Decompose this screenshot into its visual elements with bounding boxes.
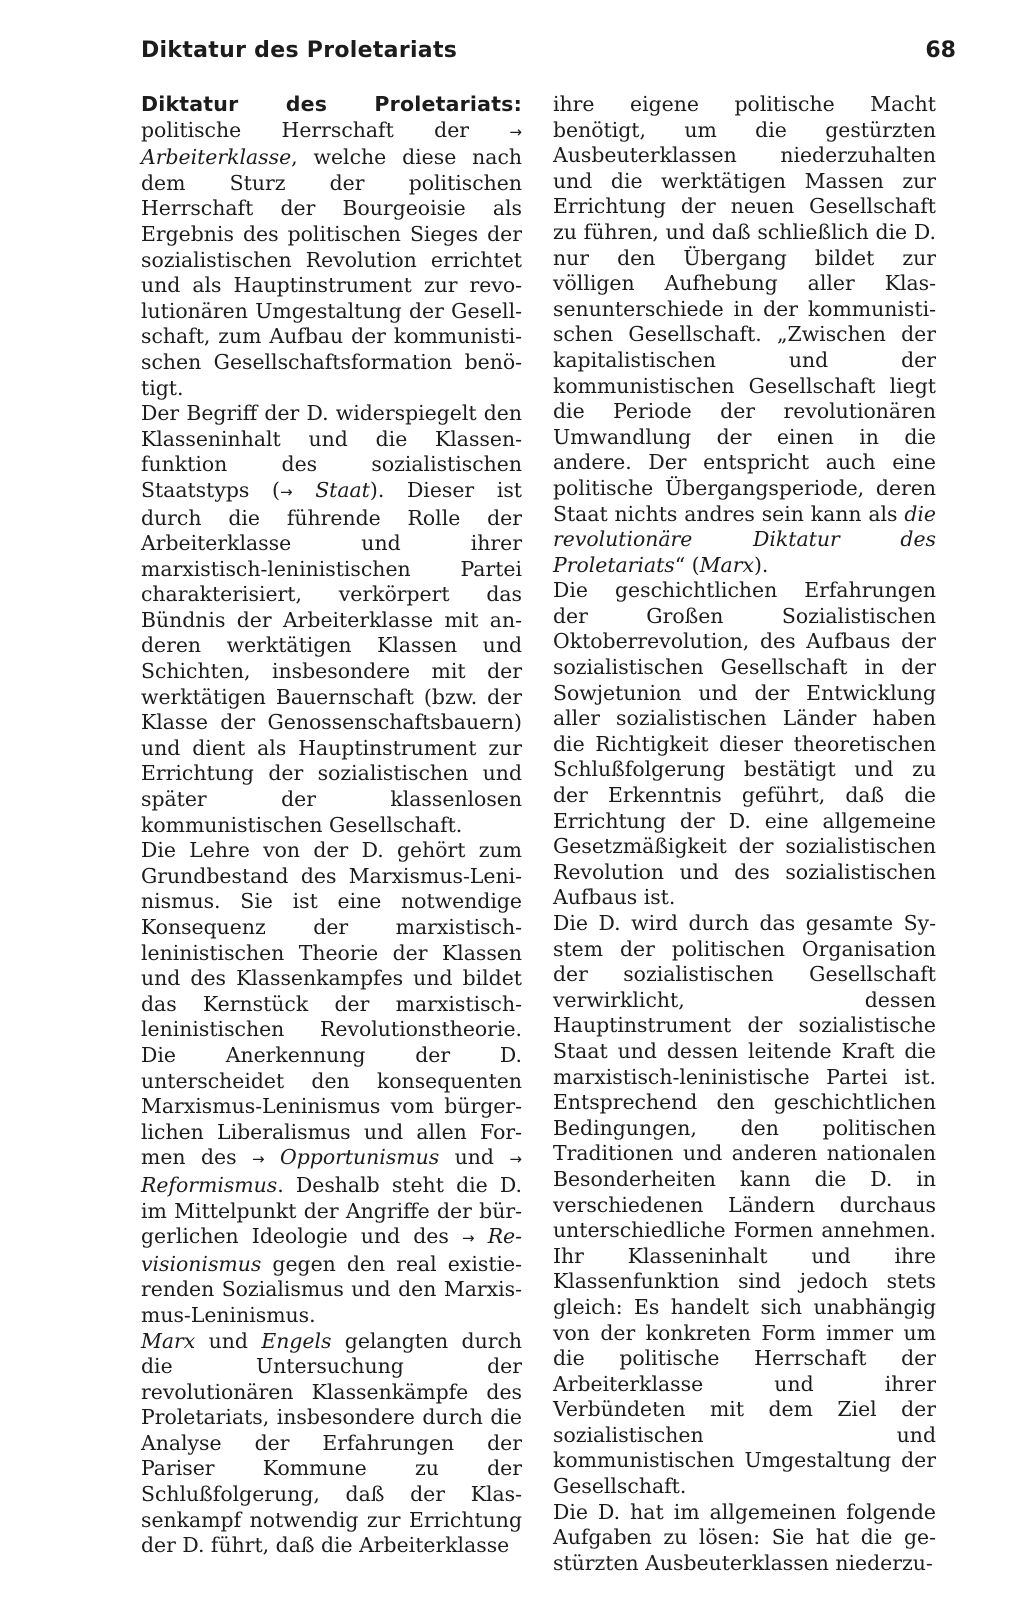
right-column (553, 92, 936, 1576)
left-column (141, 92, 522, 1559)
arrow-right-icon: → (509, 122, 522, 141)
cross-reference-staat[interactable]: → Staat (279, 477, 370, 502)
cross-reference-reformismus[interactable]: → Reformismus (141, 1150, 522, 1197)
arrow-right-icon: → (251, 1150, 265, 1169)
running-title: Diktatur des Proletariats (141, 38, 458, 63)
entry-definition-paragraph: Diktatur des Proletariats: politische Herrschaft der → Arbeiterklasse, welche diese nach dem Sturz der politischen Herrschaft der Bourgeoisie als Ergebnis des politischen Sieges der sozialistischen Revolution errichtet und als Hauptinstrument zur revolutionären Umgestaltung der Gesellschaft, zum Aufbau der kommunistischen Gesellschaftsformation benötigt. (141, 92, 522, 400)
arrow-right-icon: → (461, 1229, 475, 1248)
quotation-italic: die revolutionäre Diktatur des Proletariats (553, 501, 936, 577)
cross-reference-opportunismus[interactable]: → Opportunismus (251, 1145, 440, 1170)
paragraph: Die geschichtlichen Erfahrungen der Großen Sozialistischen Oktoberrevolution, des Aufbaus der sozialistischen Gesellschaft in der Sowjetunion und der Entwicklung aller sozialistischen Länder haben die Richtigkeit dieser theoretischen Schlußfolgerung bestätigt und zu der Erkenntnis geführt, daß die Errichtung der D. eine allgemeine Gesetzmäßigkeit der sozialistischen Revolution und des sozialistischen Aufbaus ist. (553, 578, 936, 910)
paragraph: Marx und Engels gelangten durch die Untersuchung der revolutionären Klassenkämpfe des Proletariats, insbesondere durch die Analyse der Erfahrungen der Pariser Kommune zu der Schlußfolgerung, daß der Klassenkampf notwendig zur Errichtung der D. führt, daß die Arbeiterklasse (141, 1328, 522, 1558)
page-header (141, 38, 956, 78)
arrow-right-icon: → (279, 482, 293, 501)
person-name-engels: Engels (261, 1328, 332, 1353)
paragraph: Die D. hat im allgemeinen folgende Aufgaben zu lösen: Sie hat die gestürzten Ausbeuterklassen niederzu- (553, 1499, 936, 1575)
entry-lemma: Diktatur des Proletariats: (141, 92, 522, 116)
cross-reference-revisionismus[interactable]: → Revisionismus (141, 1224, 522, 1276)
page-number: 68 (925, 38, 956, 63)
person-name-marx: Marx (141, 1328, 196, 1353)
paragraph: Die D. wird durch das gesamte System der politischen Organisation der sozialistischen Gesellschaft verwirklicht, dessen Hauptinstrument der sozialistische Staat und dessen leitende Kraft die marxistisch-leninistische Partei ist. Entsprechend den geschichtlichen Bedingungen, den politischen Traditionen und anderen nationalen Besonderheiten kann die D. in verschiedenen Ländern durchaus unterschiedliche Formen annehmen. Ihr Klasseninhalt und ihre Klassenfunktion sind jedoch stets gleich: Es handelt sich unabhängig von der konkreten Form immer um die politische Herrschaft der Arbeiterklasse und ihrer Verbündeten mit dem Ziel der sozialistischen und kommunistischen Umgestaltung der Gesellschaft. (553, 911, 936, 1499)
person-name-marx: Marx (699, 552, 754, 577)
paragraph: ihre eigene politische Macht benötigt, um die gestürzten Ausbeuterklassen niederzuhalten und die werktätigen Massen zur Errichtung der neuen Gesellschaft zu führen, und daß schließlich die D. nur den Übergang bildet zur völligen Aufhebung aller Klassenunterschiede in der kommunistischen Gesellschaft. „Zwischen der kapitalistischen und der kommunistischen Gesellschaft liegt die Periode der revolutionären Umwandlung der einen in die andere. Der entspricht auch eine politische Übergangsperiode, deren Staat nichts andres sein kann als die revolutionäre Diktatur des Proletariats“ (Marx). (553, 92, 936, 577)
paragraph: Der Begriff der D. widerspiegelt den Klasseninhalt und die Klassenfunktion des sozialistischen Staatstyps (→ Staat). Dieser ist durch die führende Rolle der Arbeiterklasse und ihrer marxistisch-leninistischen Partei charakterisiert, verkörpert das Bündnis der Arbeiterklasse mit anderen werktätigen Klassen und Schichten, insbesondere mit der werktätigen Bauernschaft (bzw. der Klasse der Genossenschaftsbauern) und dient als Hauptinstrument zur Errichtung der sozialistischen und später der klassenlosen kommunistischen Gesellschaft. (141, 401, 522, 837)
arrow-right-icon: → (509, 1150, 522, 1169)
paragraph: Die Lehre von der D. gehört zum Grundbestand des Marxismus-Leninismus. Sie ist eine notwendige Konsequenz der marxistisch-leninistischen Theorie der Klassen und des Klassenkampfes und bildet das Kernstück der marxistisch-leninistischen Revolutionstheorie. Die Anerkennung der D. unterscheidet den konsequenten Marxismus-Leninismus vom bürgerlichen Liberalismus und allen Formen des → Opportunismus und → Reformismus. Deshalb steht die D. im Mittelpunkt der Angriffe der bürgerlichen Ideologie und des → Revisionismus gegen den real existierenden Sozialismus und den Marxismus-Leninismus. (141, 838, 522, 1327)
cross-reference-arbeiterklasse[interactable]: → Arbeiterklasse (141, 122, 522, 170)
